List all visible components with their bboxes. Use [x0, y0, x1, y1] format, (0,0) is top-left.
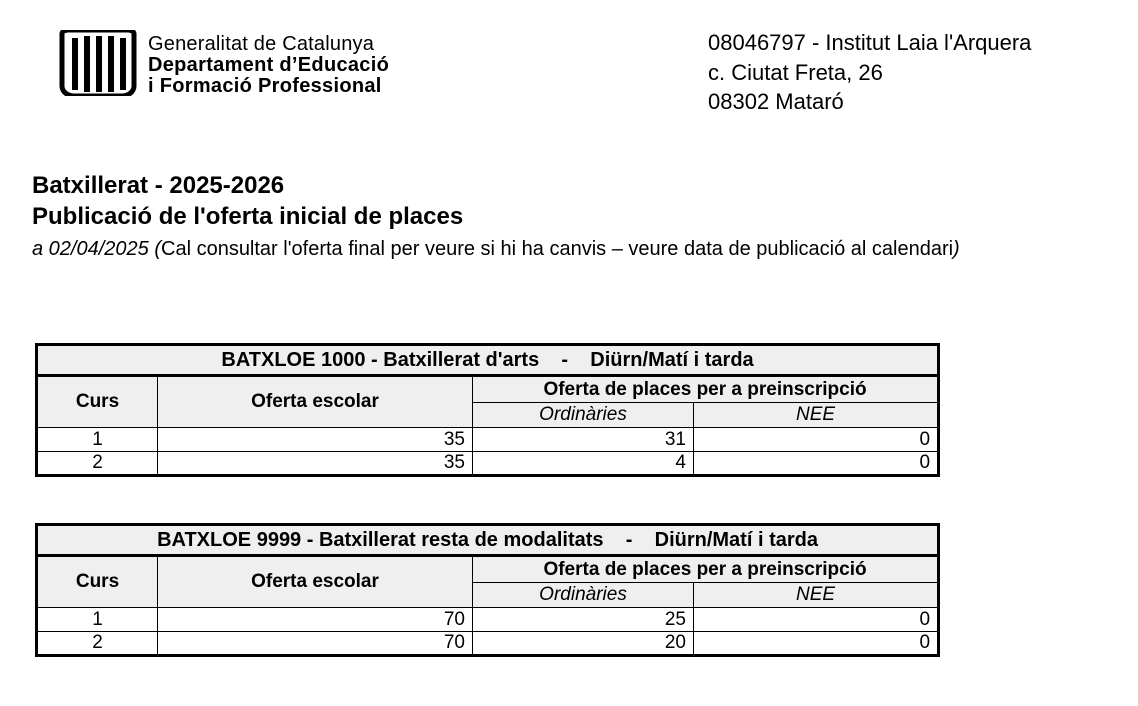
offer-table-other-modalities [35, 523, 940, 657]
org-line-1: Generalitat de Catalunya [148, 33, 375, 55]
col-header-preinscripcio: Oferta de places per a preinscripció [473, 556, 939, 583]
col-header-curs: Curs [37, 556, 158, 608]
col-header-oferta-escolar: Oferta escolar [158, 556, 473, 608]
table-row [37, 608, 939, 632]
table-row [37, 428, 939, 452]
cell-curs: 2 [37, 632, 158, 656]
table-row [37, 452, 939, 476]
note-text: Cal consultar l'oferta final per veure si hi ha canvis – veure data de publicació al calendari [161, 238, 954, 260]
cell-ordinaries: 4 [473, 452, 694, 476]
cell-nee: 0 [694, 452, 939, 476]
org-line-3: i Formació Professional [148, 75, 382, 97]
col-header-nee: NEE [694, 403, 939, 428]
page-title: Batxillerat - 2025-2026 [32, 172, 285, 199]
note-open-paren: ( [148, 238, 161, 260]
col-header-oferta-escolar: Oferta escolar [158, 376, 473, 428]
cell-nee: 0 [694, 632, 939, 656]
col-header-ordinaries: Ordinàries [473, 403, 694, 428]
cell-ordinaries: 20 [473, 632, 694, 656]
publication-note [32, 232, 960, 266]
cell-oferta: 70 [158, 608, 473, 632]
org-line-2: Departament d’Educació [148, 54, 390, 76]
table-title: BATXLOE 9999 - Batxillerat resta de modalitats - Diürn/Matí i tarda [37, 525, 939, 556]
generalitat-logo-icon [58, 30, 138, 96]
publication-date: a 02/04/2025 [32, 238, 149, 260]
cell-oferta: 35 [158, 452, 473, 476]
cell-nee: 0 [694, 428, 939, 452]
cell-curs: 1 [37, 608, 158, 632]
table-row [37, 632, 939, 656]
col-header-preinscripcio: Oferta de places per a preinscripció [473, 376, 939, 403]
col-header-curs: Curs [37, 376, 158, 428]
document-titles [32, 170, 960, 266]
cell-ordinaries: 31 [473, 428, 694, 452]
cell-oferta: 70 [158, 632, 473, 656]
cell-curs: 1 [37, 428, 158, 452]
col-header-ordinaries: Ordinàries [473, 583, 694, 608]
page-subtitle: Publicació de l'oferta inicial de places [32, 203, 464, 230]
cell-oferta: 35 [158, 428, 473, 452]
street-address: c. Ciutat Freta, 26 [708, 59, 883, 85]
organization-name [148, 34, 389, 97]
cell-ordinaries: 25 [473, 608, 694, 632]
school-name: 08046797 - Institut Laia l'Arquera [708, 30, 1032, 55]
cell-nee: 0 [694, 608, 939, 632]
cell-curs: 2 [37, 452, 158, 476]
offer-table-arts [35, 343, 940, 477]
postal-city: 08302 Mataró [708, 89, 844, 114]
table-title: BATXLOE 1000 - Batxillerat d'arts - Diürn/Matí i tarda [37, 345, 939, 376]
col-header-nee: NEE [694, 583, 939, 608]
note-close-paren: ) [953, 238, 960, 260]
school-address [708, 28, 1031, 117]
